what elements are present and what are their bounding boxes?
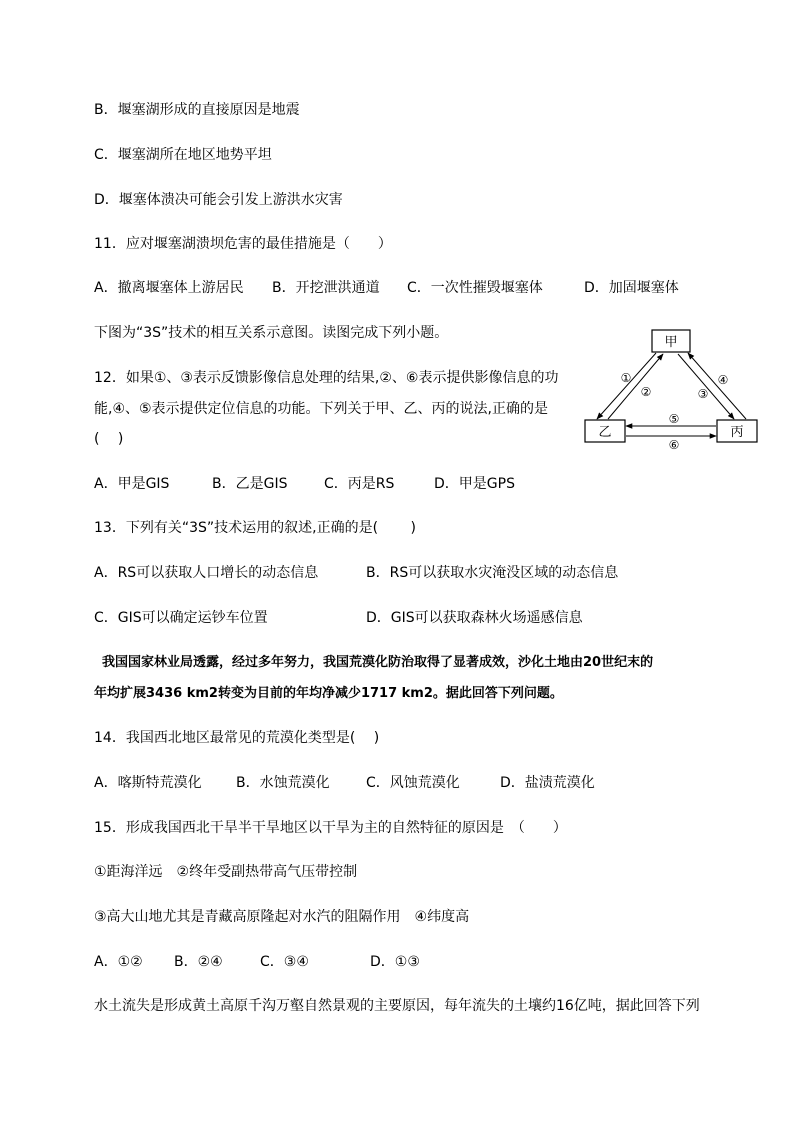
q13-options-row1 [94, 563, 694, 583]
soil-erosion-passage: 水土流失是形成黄土高原千沟万壑自然景观的主要原因，每年流失的土壤约16亿吨，据此回答下列 [94, 998, 700, 1014]
arrow-4-label: ④ [717, 373, 729, 387]
q12-stem-line2: 能,④、⑤表示提供定位信息的功能。下列关于甲、乙、丙的说法,正确的是 [94, 401, 549, 417]
arrow-6-label: ⑥ [668, 438, 680, 450]
q13-option-d: D．GIS可以获取森林火场遥感信息 [366, 610, 583, 626]
q13-options-row2 [94, 608, 694, 628]
q11-option-b: B．开挖泄洪通道 [272, 280, 380, 296]
q12-option-c: C．丙是RS [324, 476, 395, 492]
q10-option-c: C．堰塞湖所在地区地势平坦 [94, 147, 272, 163]
3s-intro: 下图为“3S”技术的相互关系示意图。读图完成下列小题。 [94, 325, 449, 341]
q15-option-d: D．①③ [370, 954, 420, 970]
q15-statements-row1: ①距海洋远 ②终年受副热带高气压带控制 [94, 864, 358, 880]
arrow-5-label: ⑤ [668, 412, 680, 426]
q15-stem: 15．形成我国西北干旱半干旱地区以干旱为主的自然特征的原因是 （ ） [94, 820, 567, 836]
arrow-2-line [608, 354, 663, 419]
arrow-1-label: ① [620, 371, 632, 385]
q14-stem: 14．我国西北地区最常见的荒漠化类型是( ) [94, 730, 380, 746]
node-bing: 丙 [730, 425, 744, 440]
node-yi: 乙 [598, 425, 612, 440]
q13-option-b: B．RS可以获取水灾淹没区域的动态信息 [366, 565, 619, 581]
q13-option-a: A．RS可以获取人口增长的动态信息 [94, 565, 319, 581]
arrow-2-label: ② [640, 385, 652, 399]
q14-option-c: C．风蚀荒漠化 [366, 775, 460, 791]
3s-relationship-diagram [578, 328, 768, 450]
q12-option-a: A．甲是GIS [94, 476, 170, 492]
q11-option-d: D．加固堰塞体 [584, 280, 679, 296]
q11-option-a: A．撤离堰塞体上游居民 [94, 280, 244, 296]
q13-option-c: C．GIS可以确定运钞车位置 [94, 610, 268, 626]
q15-options [94, 952, 494, 972]
q14-options [94, 773, 694, 793]
q12-options [94, 474, 544, 494]
q10-option-d: D．堰塞体溃决可能会引发上游洪水灾害 [94, 192, 343, 208]
q10-option-b: B．堰塞湖形成的直接原因是地震 [94, 102, 300, 118]
desertification-passage-line2: 年均扩展3436 km2转变为目前的年均净减少1717 km2。据此回答下列问题。 [94, 686, 563, 701]
q11-options [94, 278, 734, 298]
arrow-3-label: ③ [697, 387, 709, 401]
node-jia: 甲 [664, 335, 678, 350]
q11-option-c: C．一次性摧毁堰塞体 [407, 280, 543, 296]
q15-option-a: A．①② [94, 954, 143, 970]
desertification-passage-line1: 我国国家林业局透露，经过多年努力，我国荒漠化防治取得了显著成效，沙化土地由20世纪末的 [102, 655, 654, 670]
q11-stem: 11．应对堰塞湖溃坝危害的最佳措施是（ ） [94, 236, 392, 252]
q15-statements-row2: ③高大山地尤其是青藏高原隆起对水汽的阻隔作用 ④纬度高 [94, 909, 470, 925]
q12-option-b: B．乙是GIS [212, 476, 288, 492]
q12-stem-line1: 12．如果①、③表示反馈影像信息处理的结果,②、⑥表示提供影像信息的功 [94, 370, 559, 386]
q14-option-a: A．喀斯特荒漠化 [94, 775, 202, 791]
q13-stem: 13．下列有关“3S”技术运用的叙述,正确的是( ) [94, 520, 416, 536]
q14-option-b: B．水蚀荒漠化 [236, 775, 330, 791]
q14-option-d: D．盐渍荒漠化 [500, 775, 595, 791]
q15-option-c: C．③④ [260, 954, 309, 970]
q15-option-b: B．②④ [174, 954, 223, 970]
q12-option-d: D．甲是GPS [434, 476, 515, 492]
q12-stem-line3: ( ) [94, 431, 124, 447]
